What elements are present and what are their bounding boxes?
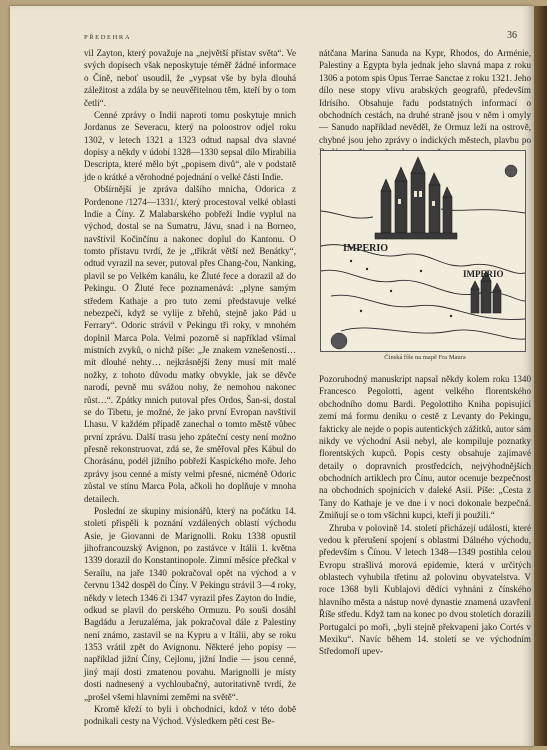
- fra-mauro-map-illustration: [321, 151, 525, 351]
- map-label: IMPERIO: [343, 243, 388, 254]
- paragraph: Pozoruhodný manuskript napsal někdy kolem roku 1340 Francesco Pegolotti, agent velkého florentského obchodního domu Bardi. Pegolottiho Kniha popisující zemí má formu deníku o cestě z Levanty do Pekingu, fakticky ale nejde o popis autentických zážitků, autor sám nikdy ve východní Asii nebyl, ale kompiluje poznatky florentských kupců. Popis cesty obsahuje zajímavé detaily o dopravních prostředcích, nejvýhodnějších obchodních artiklech pro Čínu, autor ocenuje bezpečnost na obchodních spojnicích v daleké Asii. Píše: „Cesta z Tany do Kathaje je ve dne i v noci dokonale bezpečná. Zmiňují se o tom všichni kupci, kteří ji použili.“: [319, 374, 531, 521]
- paragraph: vil Zayton, který považuje na „největší přístav světa“. Ve svých dopisech však neposkytuje téměř žádné informace o Číně, neboť usoudil, že „vypsat vše by byla dlouhá záležitost a zdála by se neuvěřitelnou těm, kteří by o tom četli“.: [84, 48, 296, 108]
- running-head: PŘEDEHRA: [84, 34, 132, 41]
- figure-caption: Čínská říše na mapě Fra Maura: [384, 354, 466, 361]
- paragraph: Poslední ze skupiny misionářů, který na počátku 14. století přispěli k poznání vzdálených oblastí východu Asie, je Giovanni de Marignolli. Roku 1338 opustil jihofrancouzský Avignon, po zastávce v Itálii 1. května 1339 dorazil do Konstantinopole. Zimní měsíce přečkal v Seraílu, na jaře 1340 pokračoval opět na východ a v červnu 1342 dospěl do Číny. V Pekingu strávil 3—4 roky, někdy v letech 1346 či 1347 vyrazil přes Zayton do Indie, odkud se plavil do perského Ormuzu. Po souši dosáhl Bagdádu a Jeruzaléma, jak pokračoval dále z Palestiny není známo, zastavil se na Kypru a v Itálii, aby se roku 1353 vrátil zpět do Avignonu. Některé jeho popisy — například jižní Číny, Cejlonu, jižní Indie — jsou cenné, jiný mají dosti zmatenou povahu. Marignolli je místy dosti nadnesený a vychloubačný, autoritativně tvrdí, že „prošel všemi hlavními zeměmi na světě“.: [84, 505, 296, 702]
- book-spine: [534, 6, 547, 746]
- right-column-bottom: [319, 373, 531, 658]
- right-column-top: [319, 47, 531, 158]
- map-figure: [320, 150, 526, 352]
- paragraph: Kromě křeží to byli i obchodníci, kdož v této době podnikali cesty na Východ. Výsledkem pěti cest Be-: [84, 703, 296, 727]
- paragraph: Zhruba v polovině 14. století přicházejí události, které vedou k přerušení spojení s oblastmi Dálného východu, především s Čínou. V letech 1348—1349 postihla celou Evropu strašlivá morová epidemie, která v určitých oblastech vyhubila třetinu až polovinu obyvatelstva. V roce 1368 byli Kublajovi dědici vyhnáni z čínského hlavního města a nástup nové dynastie znamená uzavření Říše středu. Když tam na konec po dvou stoletích dorazili Portugalci po moři, „byli stejně překvapeni jako Cortés v Mexiku“. Navíc během 14. století se ve východním Středomoří upev-: [319, 522, 531, 657]
- paragraph: Cenné zprávy o Indii naproti tomu poskytuje mnich Jordanus ze Severacu, který na poloostrov odjel roku 1302, v letech 1321 a 1323 odtud napsal dva slavné dopisy a někdy v údobí 1328—1330 sepsal dílo Mirabilia Descripta, které mělo být „popisem divů“, ale v podstatě jde o krátké a věrohodné pojednání o velké části Indie.: [84, 109, 296, 182]
- paragraph: nátčana Marina Sanuda na Kypr, Rhodos, do Arménie, Palestiny a Egypta byla jednak jeho slavná mapa z roku 1306 a potom spis Opus Terrae Sanctae z roku 1321. Jeho dílo nese stopy vlivu arabských geografů, především Idrísího. Obsahuje řadu podstatných informací o obchodních cestách, na druhé straně jsou v něm i omyly — Sanudo například nevěděl, že Ormuz leží na ostrově, chybné jsou jeho zprávy o indických městech, plavbu po: [319, 48, 531, 145]
- left-column: [84, 47, 296, 728]
- paragraph: Obšírnější je zpráva dalšího mnicha, Odorica z Pordenone /1274—1331/, který procestoval velké oblasti Indie a Číny. Z Malabarského pobřeží Indie vyplul na východ, dostal se na Sumatru, Jávu, snad i na Borneo, navštívil Kočinčínu a nakonec doplul do Kantonu. O tomto přístavu tvrdí, že je „třikrát větší než Benátky“, odtud vyrazil na sever, putoval přes Chang-čou, Nanking, plavil se po Velkém kanálu, ke Žluté řece a dorazil až do Pekingu. O Žluté řece poznamenává: „plyne samým středem Kathaje a pro tuto zemi představuje velké nebezpečí, když se vylije z břehů, stejně jako Pád u Ferrary“. Odoric strávil v Pekingu tři roky, v mnohém doplnil Marca Pola. Velmi pozorně si například všímal místních zvyků, o nichž píše: „Je znakem vznešenosti… mít dlouhé nehty… nejkrásnější ženy musí mít malé nožky, z tohoto důvodu matky obvykle, jak se děvče narodí, pevně mu svážou nohy, že nemohou nakonec růst…“. Zpátky mnich putoval přes Ordos, Šan-si, dostal se do Tibetu, je možné, že jako první Evropan navštívil Lhasu. V každém případě zanechal o tomto městě vůbec první zprávu. Další trasu jeho zpáteční cesty není možno přesně rekonstruovat, zdá se, že směřoval přes Kábul do Chorásánu, podél jižního pobřeží Kaspického moře. Jeho zprávy jsou cenné a místy velmi přesné, nicméně Odoric zůstal ve stínu Marca Pola, ačkoli ho doplňuje v mnoha detailech.: [84, 184, 296, 504]
- page-number: 36: [507, 30, 517, 41]
- map-label: IMPERIO: [463, 269, 504, 279]
